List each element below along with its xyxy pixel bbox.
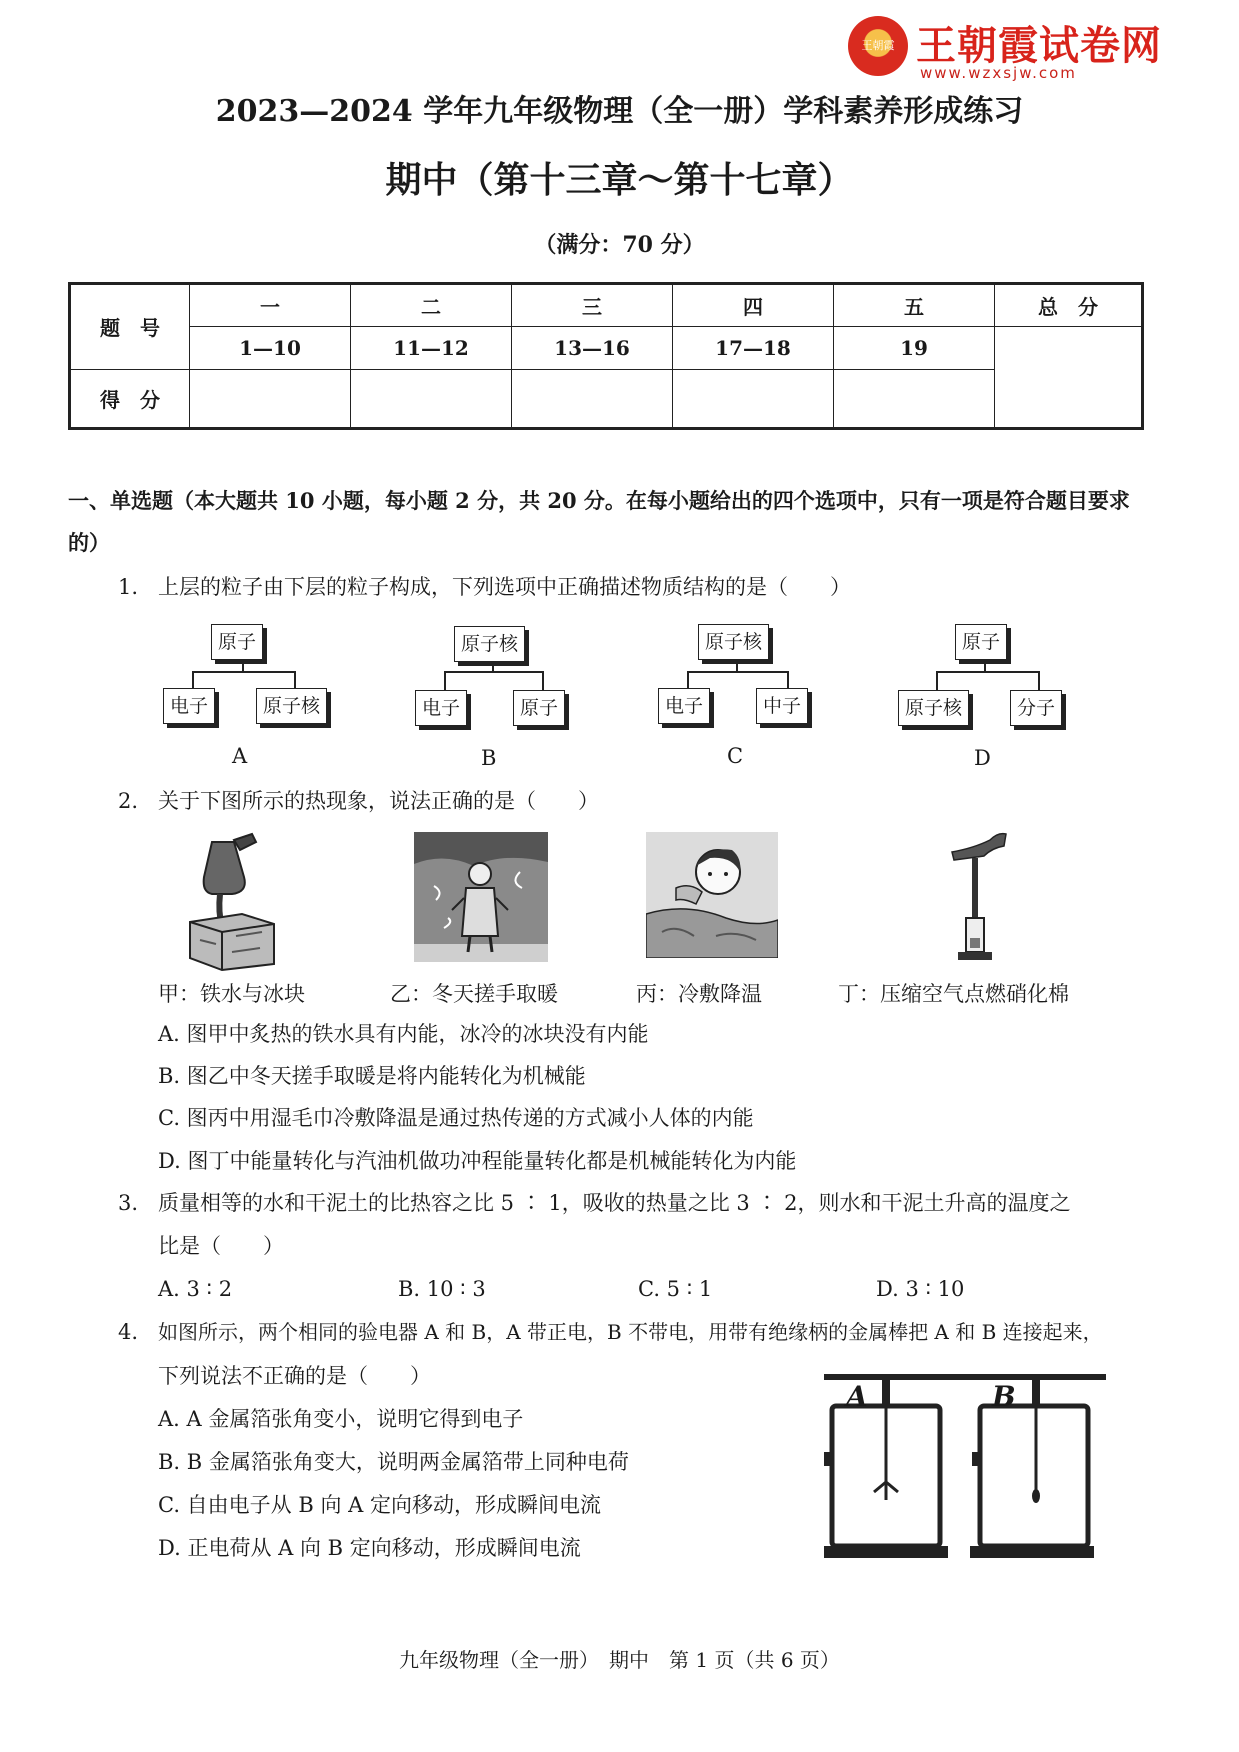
q1-number: 1. [118, 575, 139, 599]
logo-seal: 王朝霞 [848, 16, 908, 76]
diagram-b-left: 电子 [415, 690, 467, 726]
diagram-c-right: 中子 [756, 688, 808, 724]
q1-stem: 上层的粒子由下层的粒子构成，下列选项中正确描述物质结构的是（ ） [158, 575, 851, 599]
q4-option-c[interactable]: C. 自由电子从 B 向 A 定向移动，形成瞬间电流 [158, 1493, 601, 1517]
q3-stem-line2: 比是（ ） [158, 1234, 284, 1258]
q4-option-b[interactable]: B. B 金属箔张角变大，说明两金属箔带上同种电荷 [158, 1450, 629, 1474]
iron-and-ice-image [182, 832, 282, 972]
section-header-1: 一 [190, 284, 351, 327]
cold-compress-image [646, 832, 778, 958]
diagram-d-right: 分子 [1010, 690, 1062, 726]
diagram-a-label: A [232, 744, 248, 768]
page-footer: 九年级物理（全一册） 期中 第 1 页（共 6 页） [399, 1648, 840, 1672]
electroscope-figure [820, 1372, 1110, 1572]
q3-option-d[interactable]: D. 3 ∶ 10 [876, 1277, 965, 1301]
q4-stem-line2: 下列说法不正确的是（ ） [158, 1364, 431, 1388]
score-cell-1[interactable] [190, 369, 351, 428]
q2-option-a[interactable]: A. 图甲中炙热的铁水具有内能，冰冷的冰块没有内能 [158, 1022, 649, 1046]
score-cell-5[interactable] [834, 369, 995, 428]
diagram-c-left: 电子 [658, 688, 710, 724]
range-1: 1—10 [190, 326, 351, 369]
rubbing-hands-image [414, 832, 548, 962]
q4-number: 4. [118, 1320, 139, 1344]
electroscope-b-label: B [992, 1380, 1016, 1413]
caption-jia: 甲：铁水与冰块 [158, 982, 305, 1006]
total-header: 总 分 [995, 284, 1143, 327]
range-3: 13—16 [512, 326, 673, 369]
q2-option-b[interactable]: B. 图乙中冬天搓手取暖是将内能转化为机械能 [158, 1064, 586, 1088]
q2-option-c[interactable]: C. 图丙中用湿毛巾冷敷降温是通过热传递的方式减小人体的内能 [158, 1106, 754, 1130]
q3-option-a[interactable]: A. 3 ∶ 2 [158, 1277, 233, 1301]
range-4: 17—18 [673, 326, 834, 369]
q3-number: 3. [118, 1191, 139, 1215]
q4-option-d[interactable]: D. 正电荷从 A 向 B 定向移动，形成瞬间电流 [158, 1536, 581, 1560]
electroscope-a-label: A [846, 1380, 868, 1413]
site-logo [848, 12, 1168, 82]
diagram-a-left: 电子 [163, 688, 215, 724]
diagram-d-label: D [974, 746, 991, 770]
row-label-score: 得 分 [70, 369, 190, 428]
exam-subtitle: 期中（第十三章～第十七章） [385, 159, 854, 201]
diagram-a-top: 原子 [211, 624, 263, 660]
diagram-d-top: 原子 [955, 624, 1007, 660]
exam-title: 2023—2024 学年九年级物理（全一册）学科素养形成练习 [215, 94, 1024, 129]
q4-stem-line1: 如图所示，两个相同的验电器 A 和 B，A 带正电，B 不带电，用带有绝缘柄的金属棒把 A 和 B 连接起来， [158, 1320, 1103, 1344]
diagram-c-top: 原子核 [698, 624, 769, 660]
diagram-b-label: B [481, 746, 497, 770]
q3-option-b[interactable]: B. 10 ∶ 3 [398, 1277, 486, 1301]
section-header-3: 三 [512, 284, 673, 327]
section-heading: 一、单选题（本大题共 10 小题，每小题 2 分，共 20 分。在每小题给出的四个选项中，只有一项是符合题目要求的） [68, 488, 1130, 555]
range-2: 11—12 [351, 326, 512, 369]
section-header-5: 五 [834, 284, 995, 327]
diagram-a-right: 原子核 [256, 688, 327, 724]
total-score-cell[interactable] [995, 326, 1143, 428]
q4-option-a[interactable]: A. A 金属箔张角变小，说明它得到电子 [158, 1407, 524, 1431]
q2-option-d[interactable]: D. 图丁中能量转化与汽油机做功冲程能量转化都是机械能转化为内能 [158, 1149, 797, 1173]
caption-ding: 丁：压缩空气点燃硝化棉 [838, 982, 1069, 1006]
caption-bing: 丙：冷敷降温 [636, 982, 762, 1006]
score-cell-3[interactable] [512, 369, 673, 428]
air-compression-image [944, 828, 1014, 968]
q3-option-c[interactable]: C. 5 ∶ 1 [638, 1277, 713, 1301]
section-header-4: 四 [673, 284, 834, 327]
score-cell-4[interactable] [673, 369, 834, 428]
q2-stem: 关于下图所示的热现象，说法正确的是（ ） [158, 789, 599, 813]
caption-yi: 乙：冬天搓手取暖 [390, 982, 558, 1006]
score-cell-2[interactable] [351, 369, 512, 428]
diagram-c-label: C [727, 744, 744, 768]
logo-name: 王朝霞试卷网 [916, 23, 1162, 69]
score-table [68, 282, 1144, 430]
full-score-note: （满分：70 分） [534, 232, 705, 258]
q2-number: 2. [118, 789, 139, 813]
logo-url: www.wzxsjw.com [920, 64, 1077, 82]
section-header-2: 二 [351, 284, 512, 327]
diagram-b-right: 原子 [513, 690, 565, 726]
diagram-b-top: 原子核 [454, 626, 525, 662]
diagram-d-left: 原子核 [898, 690, 969, 726]
range-5: 19 [834, 326, 995, 369]
row-label-number: 题 号 [70, 284, 190, 370]
q3-stem-line1: 质量相等的水和干泥土的比热容之比 5 ∶ 1，吸收的热量之比 3 ∶ 2，则水和干泥土升高的温度之 [158, 1191, 1071, 1215]
